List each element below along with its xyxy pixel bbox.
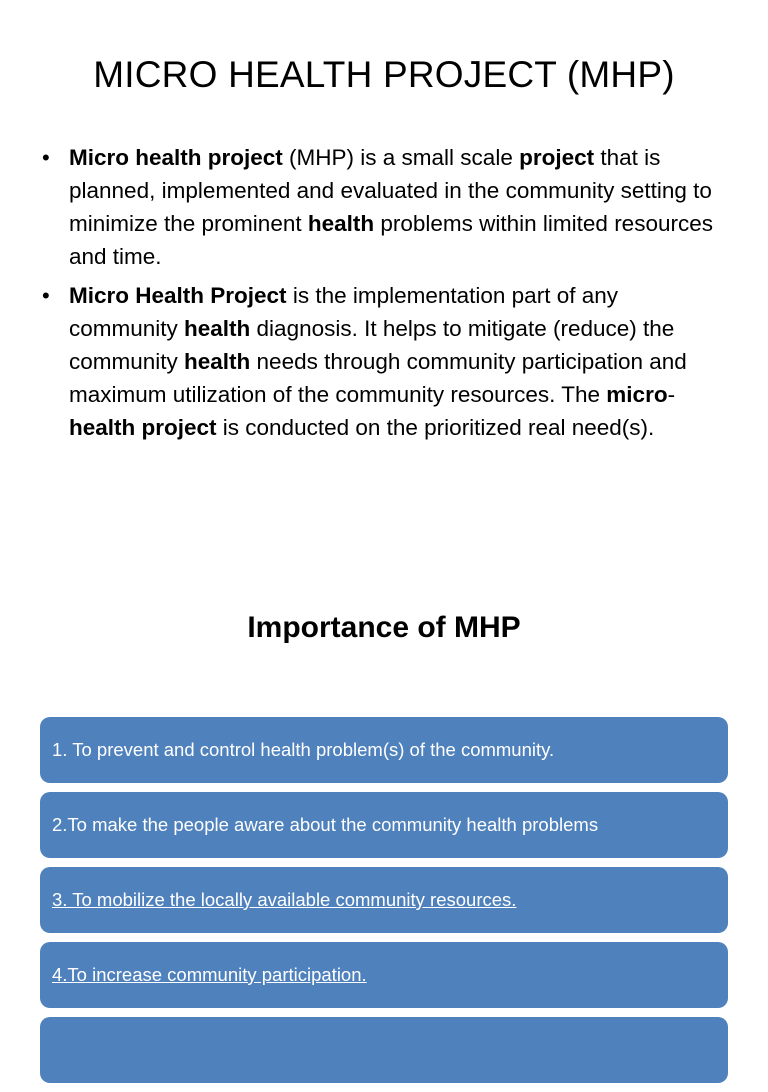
bullet-item xyxy=(40,141,730,273)
importance-heading: Importance of MHP xyxy=(247,611,521,644)
importance-item-5 xyxy=(40,1017,728,1083)
bullet-segment: is the implementation part of any community xyxy=(69,283,618,341)
bullet-text xyxy=(69,145,713,269)
bullet-segment: health project xyxy=(69,415,217,440)
bullet-list xyxy=(40,141,730,450)
bullet-segment: project xyxy=(519,145,595,170)
bullet-segment: is conducted on the prioritized real need(s). xyxy=(216,415,655,440)
bullet-segment: diagnosis. It helps to mitigate (reduce) the community xyxy=(69,316,675,374)
bullet-segment: (MHP) is a small scale xyxy=(282,145,520,170)
slide-title: MICRO HEALTH PROJECT (MHP) xyxy=(93,54,675,95)
importance-item-4[interactable] xyxy=(40,942,728,1008)
importance-item-link[interactable]: 4.To increase community participation. xyxy=(52,964,367,985)
bullet-segment: needs through community participation and maximum utilization of the community resources. The xyxy=(69,349,687,407)
bullet-segment: micro xyxy=(606,382,668,407)
bullet-text xyxy=(69,283,687,440)
bullet-segment: health xyxy=(184,349,251,374)
importance-item-text: 1. To prevent and control health problem(s) of the community. xyxy=(52,739,555,760)
bullet-segment: that is planned, implemented and evaluated in the community setting to minimize the prominent xyxy=(69,145,712,236)
bullet-segment: health xyxy=(307,211,375,236)
bullet-segment: Micro health project xyxy=(69,145,283,170)
importance-item-link[interactable]: 3. To mobilize the locally available community resources. xyxy=(52,889,517,910)
importance-item-3[interactable] xyxy=(40,867,728,933)
importance-item-2 xyxy=(40,792,728,858)
bullet-segment: problems within limited resources and time. xyxy=(69,211,713,269)
bullet-segment: Micro Health Project xyxy=(69,283,287,308)
bullet-marker-icon: • xyxy=(42,145,50,170)
bullet-segment: - xyxy=(667,382,676,407)
importance-item-text: 2.To make the people aware about the community health problems xyxy=(52,814,599,835)
bullet-marker-icon: • xyxy=(42,283,50,308)
importance-item-1 xyxy=(40,717,728,783)
bullet-segment: health xyxy=(184,316,251,341)
importance-list xyxy=(40,717,728,1092)
bullet-item xyxy=(40,279,730,444)
